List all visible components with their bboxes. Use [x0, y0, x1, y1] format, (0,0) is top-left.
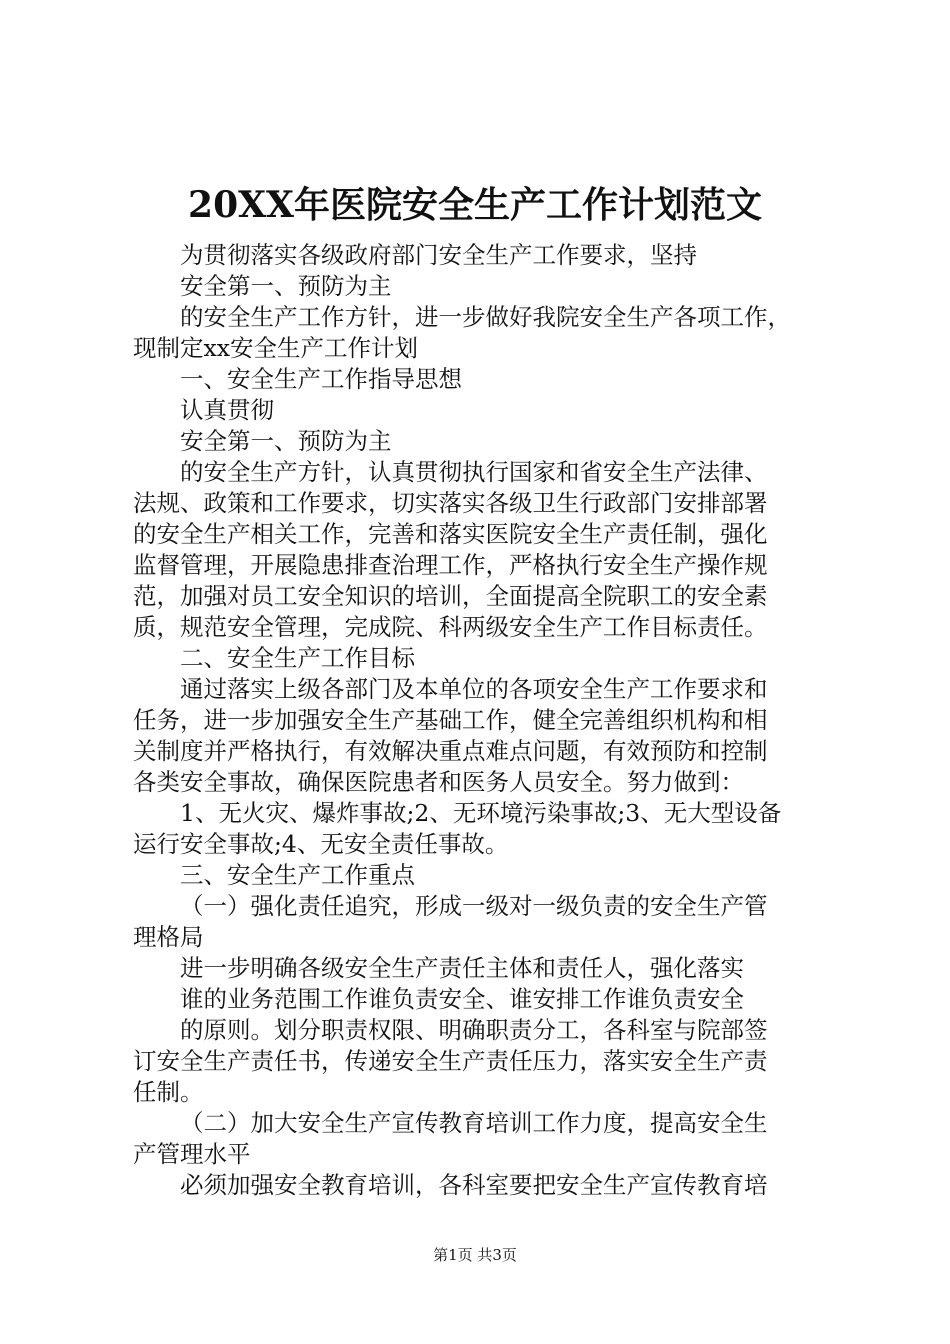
body-line: 关制度并严格执行，有效解决重点难点问题，有效预防和控制 [133, 737, 768, 765]
body-line: 的原则。划分职责权限、明确职责分工，各科室与院部签 [180, 1016, 768, 1044]
body-line: 各类安全事故，确保医院患者和医务人员安全。努力做到： [133, 768, 744, 796]
body-line: 范，加强对员工安全知识的培训，全面提高全院职工的安全素 [133, 582, 768, 610]
subsection-heading: 理格局 [133, 923, 204, 951]
section-heading: 三、安全生产工作重点 [180, 861, 415, 889]
body-line: 安全第一、预防为主 [180, 427, 392, 455]
body-line: 的安全生产方针，认真贯彻执行国家和省安全生产法律、 [180, 458, 768, 486]
body-line: 任务，进一步加强安全生产基础工作，健全完善组织机构和相 [133, 706, 768, 734]
body-line: 现制定xx安全生产工作计划 [133, 334, 419, 362]
body-line: 1、无火灾、爆炸事故;2、无环境污染事故;3、无大型设备 [180, 799, 782, 827]
body-line: 订安全生产责任书，传递安全生产责任压力，落实安全生产责 [133, 1047, 768, 1075]
body-line: 运行安全事故;4、无安全责任事故。 [133, 830, 509, 858]
body-line: 进一步明确各级安全生产责任主体和责任人，强化落实 [180, 954, 744, 982]
subsection-heading: （二）加大安全生产宣传教育培训工作力度，提高安全生 [180, 1109, 768, 1137]
document-title: 20XX年医院安全生产工作计划范文 [188, 184, 762, 226]
body-line: 法规、政策和工作要求，切实落实各级卫生行政部门安排部署 [133, 489, 768, 517]
body-line: 为贯彻落实各级政府部门安全生产工作要求，坚持 [180, 241, 697, 269]
section-heading: 二、安全生产工作目标 [180, 644, 415, 672]
subsection-heading: 产管理水平 [133, 1140, 251, 1168]
page-number-footer: 第1页 共3页 [433, 1246, 517, 1264]
subsection-heading: （一）强化责任追究，形成一级对一级负责的安全生产管 [180, 892, 768, 920]
body-line: 必须加强安全教育培训，各科室要把安全生产宣传教育培 [180, 1171, 768, 1199]
body-line: 任制。 [133, 1078, 204, 1106]
body-line: 通过落实上级各部门及本单位的各项安全生产工作要求和 [180, 675, 768, 703]
body-line: 谁的业务范围工作谁负责安全、谁安排工作谁负责安全 [180, 985, 744, 1013]
body-line: 认真贯彻 [180, 396, 274, 424]
body-line: 质，规范安全管理，完成院、科两级安全生产工作目标责任。 [133, 613, 768, 641]
body-line: 的安全生产工作方针，进一步做好我院安全生产各项工作， [180, 303, 791, 331]
body-line: 安全第一、预防为主 [180, 272, 392, 300]
body-line: 监督管理，开展隐患排查治理工作，严格执行安全生产操作规 [133, 551, 768, 579]
body-line: 的安全生产相关工作，完善和落实医院安全生产责任制，强化 [133, 520, 768, 548]
section-heading: 一、安全生产工作指导思想 [180, 365, 462, 393]
